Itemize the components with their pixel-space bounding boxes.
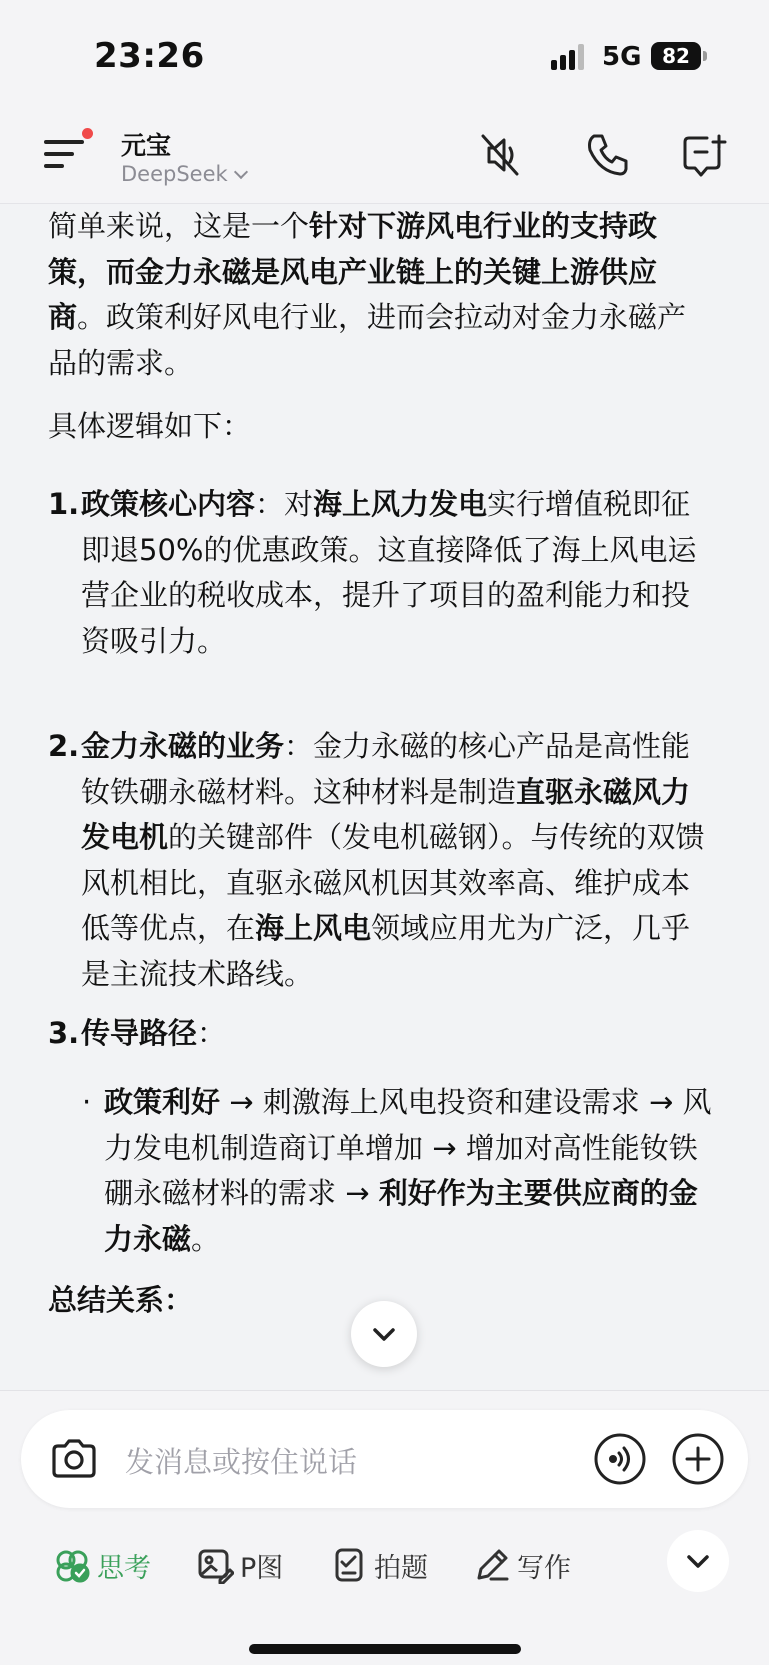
list-item: 政策核心内容：对海上风力发电实行增值税即征即退50%的优惠政策。这直接降低了海上风电运营企业的税收成本，提升了项目的盈利能力和投资吸引力。 (81, 487, 697, 658)
tool-writing[interactable] (473, 1545, 571, 1585)
list-item: 传导路径： (81, 1016, 227, 1050)
tool-photo-question[interactable] (330, 1545, 428, 1585)
tool-label: 拍题 (374, 1552, 428, 1584)
list-number: 1. (48, 487, 80, 521)
message-input[interactable] (21, 1410, 748, 1508)
list-item: 金力永磁的业务：金力永磁的核心产品是高性能钕铁硼永磁材料。这种材料是制造直驱永磁风力发电机的关键部件（发电机磁钢）。与传统的双馈风机相比，直驱永磁风机因其效率高、维护成本低等优点，在海上风电领域应用尤为广泛，几乎是主流技术路线。 (81, 729, 705, 991)
tool-image-edit[interactable] (196, 1545, 283, 1585)
model-selector[interactable] (121, 162, 246, 186)
summary-heading: 总结关系： (48, 1283, 194, 1317)
list-number: 3. (48, 1016, 80, 1050)
camera-icon[interactable] (49, 1434, 99, 1484)
phone-call-icon[interactable] (582, 130, 632, 180)
battery-icon: 82 (651, 42, 701, 70)
home-indicator[interactable] (249, 1644, 521, 1654)
model-name: DeepSeek (121, 162, 228, 186)
cellular-signal-icon (551, 44, 591, 70)
voice-input-icon[interactable] (593, 1432, 647, 1486)
chevron-down-icon (234, 165, 248, 179)
tool-label: 写作 (517, 1552, 571, 1584)
battery-tip (703, 51, 707, 61)
bullet-item: 政策利好 → 刺激海上风电投资和建设需求 → 风力发电机制造商订单增加 → 增加对高性能钕铁硼永磁材料的需求 → 利好作为主要供应商的金力永磁。 (104, 1085, 712, 1256)
notification-dot (82, 128, 93, 139)
network-type: 5G (602, 42, 642, 72)
assistant-message (0, 204, 769, 1390)
composer-area (0, 1390, 769, 1665)
tool-deep-think[interactable] (53, 1545, 151, 1585)
image-edit-icon (196, 1546, 234, 1584)
collapse-tools-button[interactable] (667, 1530, 729, 1592)
plus-icon[interactable] (671, 1432, 725, 1486)
chat-title: 元宝 (121, 131, 172, 160)
status-time: 23:26 (94, 36, 205, 76)
message-placeholder: 发消息或按住说话 (125, 1445, 358, 1479)
deep-think-icon (53, 1546, 91, 1584)
new-chat-icon[interactable] (679, 130, 729, 180)
sidebar-menu-button[interactable] (40, 128, 100, 178)
photo-question-icon (330, 1546, 368, 1584)
mute-speaker-icon[interactable] (475, 130, 525, 180)
list-number: 2. (48, 729, 80, 763)
pen-icon (473, 1546, 511, 1584)
intro-paragraph: 简单来说，这是一个针对下游风电行业的支持政策，而金力永磁是风电产业链上的关键上游供应商。政策利好风电行业，进而会拉动对金力永磁产品的需求。 (48, 209, 687, 380)
top-bar (0, 0, 769, 204)
tool-label: P图 (240, 1552, 284, 1584)
scroll-to-bottom-button[interactable] (351, 1301, 417, 1367)
logic-heading: 具体逻辑如下： (48, 409, 252, 443)
tool-label: 思考 (97, 1552, 151, 1584)
bullet-dot: · (82, 1085, 92, 1119)
